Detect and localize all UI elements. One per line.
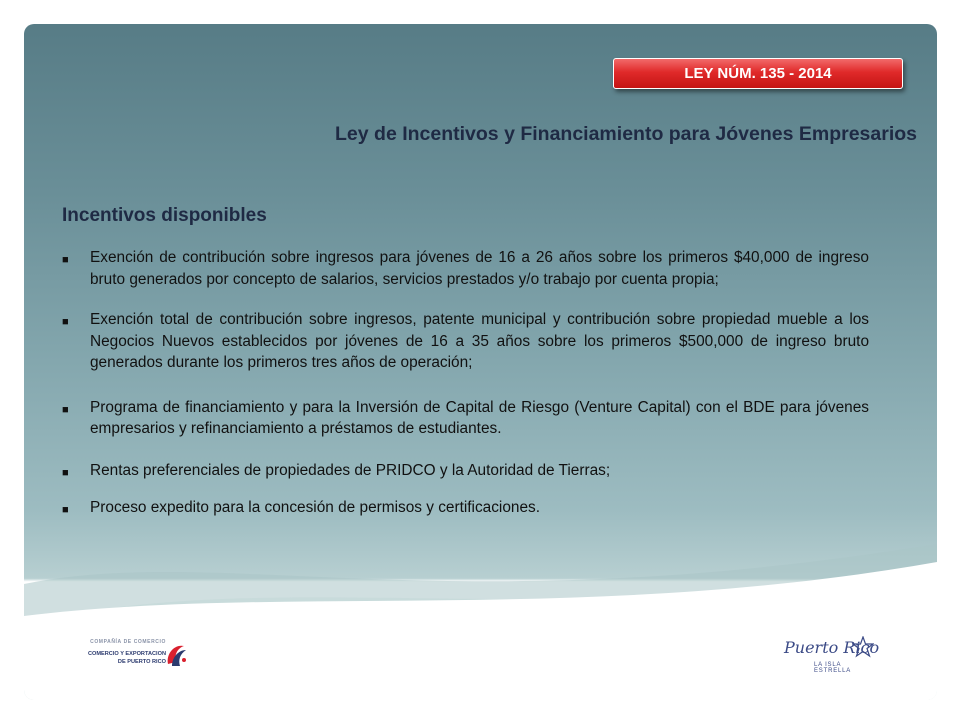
list-item-text: Exención total de contribución sobre ingresos, patente municipal y contribución sobre propiedad mueble a los Negocios Nuevos establecidos por jóvenes de 16 a 35 años sobre los primeros $500,000 de ingreso bruto generados durante los primeros tres años de operación; [90, 311, 869, 371]
logo-ccepr-bottom: DE PUERTO RICO [117, 659, 166, 665]
list-item-text: Proceso expedito para la concesión de permisos y certificaciones. [90, 499, 540, 516]
swoosh-icon [164, 640, 188, 670]
law-number-text: LEY NÚM. 135 - 2014 [684, 65, 832, 82]
square-bullet-icon: ■ [62, 316, 69, 328]
list-item-text: Programa de financiamiento y para la Inversión de Capital de Riesgo (Venture Capital) con el BDE para jóvenes empresarios y refinanciamiento a préstamos de estudiantes. [90, 398, 869, 437]
section-heading: Incentivos disponibles [62, 205, 267, 226]
square-bullet-icon: ■ [62, 504, 69, 516]
slide-title: Ley de Incentivos y Financiamiento para Jóvenes Empresarios [335, 123, 917, 145]
logo-pr-tagline: LA ISLA ESTRELLA [814, 662, 852, 674]
list-item [62, 309, 869, 374]
square-bullet-icon: ■ [62, 254, 69, 266]
list-item [62, 247, 869, 290]
list-item-text: Exención de contribución sobre ingresos para jóvenes de 16 a 26 años sobre los primeros $40,000 de ingreso bruto generados por concepto de salarios, servicios prestados y/o trabajo por cuenta propia; [90, 249, 869, 288]
list-item [62, 497, 869, 519]
logo-ccepr-top: COMPAÑÍA DE COMERCIO [90, 639, 166, 645]
puerto-rico-logo [780, 636, 880, 676]
star-icon [852, 636, 874, 658]
logo-ccepr-mid: COMERCIO Y EXPORTACION [87, 651, 166, 657]
law-number-badge [613, 58, 903, 89]
square-bullet-icon: ■ [62, 466, 69, 479]
square-bullet-icon: ■ [62, 403, 69, 416]
ccepr-logo [80, 638, 190, 674]
list-item-text: Rentas preferenciales de propiedades de PRIDCO y la Autoridad de Tierras; [90, 461, 611, 479]
incentives-list [62, 247, 869, 542]
list-item [62, 397, 869, 440]
logo-pr-script: Puerto Rico [784, 638, 880, 657]
list-item [62, 460, 869, 482]
